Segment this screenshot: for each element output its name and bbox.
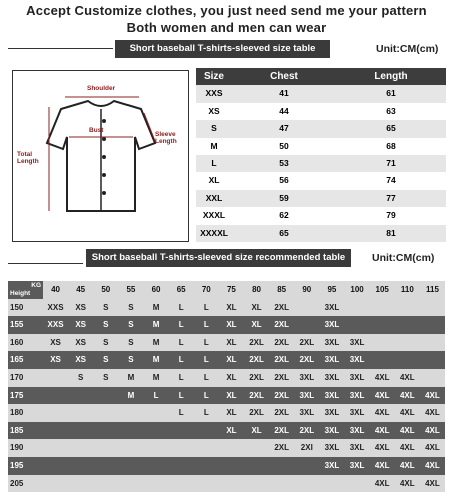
height-cell: 160 [10,337,24,347]
size-recommendation-cell [169,422,194,440]
size-recommendation-cell [144,439,169,457]
height-cell: 170 [10,372,24,382]
chest-cell: 53 [279,157,289,168]
size-recommendation-cell: 4XL [425,425,440,435]
size-recommendation-cell [345,316,370,334]
size-recommendation-cell: 2XI [300,443,313,453]
length-cell: 63 [386,105,396,116]
size-recommendation-cell: 3XL [349,443,365,453]
size-recommendation-cell [93,404,118,422]
header-line-2: Both women and men can wear [126,20,327,35]
size-cell: XXS [205,88,223,99]
size-recommendation-cell [420,334,445,352]
size-recommendation-cell: 3XL [324,425,340,435]
size-recommendation-cell [43,475,68,493]
size-recommendation-cell: 2XL [274,355,290,365]
size-cell: XS [208,105,220,116]
size-recommendation-cell: XS [50,337,61,347]
weight-header-cell: 115 [425,285,439,294]
size-recommendation-cell: XL [226,408,237,418]
size-recommendation-cell [93,475,118,493]
size-recommendation-cell [144,422,169,440]
size-recommendation-cell: XL [226,302,237,312]
size-recommendation-cell [395,351,420,369]
size-recommendation-cell: S [103,372,109,382]
size-recommendation-cell [169,439,194,457]
size-recommendation-cell: 4XL [399,443,415,453]
size-recommendation-cell: M [152,355,160,365]
rec-table-row [8,351,445,369]
length-cell: 77 [386,192,396,203]
length-cell: 71 [386,157,396,168]
size-recommendation-cell: 4XL [425,390,440,400]
size-recommendation-cell: XXS [47,320,64,330]
rec-table-row [8,457,445,475]
size-recommendation-cell: 4XL [425,478,440,488]
size-recommendation-cell: 4XL [374,460,390,470]
size-recommendation-cell: 2XL [249,390,264,400]
size-recommendation-cell: L [178,372,184,382]
size-recommendation-cell: M [127,390,135,400]
size-recommendation-cell: 3XL [324,355,340,365]
chest-cell: 65 [279,227,289,238]
size-recommendation-cell: L [203,337,209,347]
weight-header-cell: 45 [76,285,86,294]
size-recommendation-cell: 4XL [399,478,415,488]
rec-table-row [8,316,445,334]
length-cell: 61 [386,88,396,99]
button-5 [102,191,106,195]
size-recommendation-cell [420,316,445,334]
size-recommendation-cell: S [78,372,84,382]
size-recommendation-cell [345,475,370,493]
size-recommendation-cell: 3XL [349,355,365,365]
size-recommendation-cell [194,457,219,475]
size-recommendation-cell: 3XL [299,408,315,418]
height-cell: 155 [10,320,24,330]
size-recommendation-cell [269,475,294,493]
size-recommendation-cell [93,422,118,440]
size-recommendation-cell: 3XL [324,390,340,400]
length-cell: 79 [386,210,396,221]
total-length-label: Total Length [17,151,39,165]
size-recommendation-cell [395,334,420,352]
size-recommendation-cell: XL [251,320,262,330]
weight-header-cell: 100 [350,285,364,294]
chest-cell: 47 [279,123,289,134]
length-cell: 65 [386,123,396,134]
size-recommendation-cell: 3XL [349,408,365,418]
rec-table-header [8,281,445,299]
size-recommendation-cell: 3XL [324,460,340,470]
size-recommendation-cell [68,422,93,440]
size-recommendation-cell: XL [251,425,262,435]
size-table-unit: Unit:CM(cm) [376,43,439,55]
size-recommendation-cell [370,316,395,334]
size-recommendation-cell [319,475,344,493]
size-recommendation-cell: S [103,302,109,312]
size-recommendation-cell: 3XL [324,443,340,453]
size-recommendation-cell [68,387,93,405]
size-cell: XXXL [202,210,226,221]
size-recommendation-cell: XL [226,372,237,382]
size-recommendation-cell [244,439,269,457]
size-recommendation-cell: 3XL [349,460,365,470]
size-recommendation-cell [43,422,68,440]
size-recommendation-cell: S [128,320,134,330]
size-recommendation-cell: L [203,390,209,400]
bust-label: Bust [89,127,104,134]
rec-table-row [8,422,445,440]
rec-table-row [8,475,445,493]
size-recommendation-cell [269,457,294,475]
chest-cell: 62 [279,210,289,221]
size-recommendation-cell: S [128,355,134,365]
size-recommendation-cell: 4XL [425,460,440,470]
size-recommendation-cell: 2XL [274,320,290,330]
size-recommendation-cell: XL [226,337,237,347]
size-recommendation-cell: S [128,302,134,312]
size-recommendation-cell: 4XL [425,408,440,418]
size-recommendation-cell [420,351,445,369]
size-recommendation-cell [370,299,395,317]
size-table-banner: Short baseball T-shirts-sleeved size table [115,40,330,58]
size-recommendation-cell: 2XL [274,443,290,453]
size-recommendation-cell: M [127,372,135,382]
size-recommendation-cell [420,299,445,317]
size-recommendation-cell [219,439,244,457]
size-recommendation-cell: 3XL [349,390,365,400]
size-table-row [196,85,446,102]
size-table-row [196,207,446,224]
size-recommendation-cell [219,457,244,475]
size-recommendation-cell: 2XL [274,390,290,400]
size-recommendation-cell: 2XL [274,425,290,435]
size-recommendation-cell: 3XL [349,425,365,435]
size-recommendation-cell: 3XL [324,302,340,312]
size-recommendation-cell: 3XL [349,372,365,382]
size-recommendation-cell: L [178,320,184,330]
size-recommendation-cell [43,387,68,405]
weight-header-cell: 65 [176,285,186,294]
chest-cell: 44 [279,105,289,116]
size-recommendation-cell [244,475,269,493]
size-table [196,68,446,242]
size-recommendation-cell: XS [75,337,87,347]
weight-header-cell: 80 [252,285,262,294]
shirt-diagram [12,70,189,242]
size-recommendation-cell [169,457,194,475]
kg-label: KG [31,282,41,289]
size-recommendation-cell [194,439,219,457]
size-recommendation-cell: 2XL [274,337,290,347]
size-cell: L [211,157,217,168]
size-recommendation-cell: 2XL [299,425,315,435]
size-recommendation-cell: L [203,372,209,382]
size-table-row [196,120,446,137]
weight-header-cell: 95 [327,285,337,294]
size-table-header [196,68,446,85]
weight-header-cell: 110 [400,285,414,294]
size-recommendation-cell [43,404,68,422]
button-3 [102,155,106,159]
size-table-row [196,172,446,189]
size-recommendation-cell: XXS [47,302,64,312]
chest-cell: 56 [279,175,289,186]
weight-header-cell: 40 [51,285,61,294]
size-recommendation-cell: 3XL [299,390,315,400]
size-recommendation-cell: L [203,355,209,365]
size-recommendation-cell: 4XL [425,443,440,453]
size-recommendation-cell: 4XL [399,425,415,435]
rec-table-row [8,387,445,405]
size-recommendation-cell: XS [50,355,61,365]
size-cell: M [210,140,218,151]
size-recommendation-cell [118,404,143,422]
size-recommendation-cell [294,316,319,334]
size-recommendation-cell [118,475,143,493]
height-cell: 195 [10,460,24,470]
size-recommendation-cell: 4XL [374,425,390,435]
size-recommendation-cell [144,404,169,422]
size-recommendation-cell [294,475,319,493]
size-recommendation-cell: L [203,302,209,312]
size-recommendation-cell: 4XL [374,390,390,400]
size-recommendation-cell [43,439,68,457]
weight-header-cell: 50 [101,285,111,294]
size-recommendation-cell [294,457,319,475]
divider [8,263,83,264]
sleeve-length-label: Sleeve Length [155,131,177,145]
height-cell: 150 [10,302,24,312]
size-recommendation-cell: 3XL [349,337,365,347]
size-recommendation-cell: 4XL [374,372,390,382]
rec-table-row [8,369,445,387]
chest-cell: 41 [279,88,289,99]
size-recommendation-cell: 4XL [374,443,390,453]
header [8,0,445,38]
size-recommendation-cell: 4XL [399,372,415,382]
size-recommendation-cell: L [203,320,209,330]
size-recommendation-cell [93,457,118,475]
chest-cell: 59 [279,192,289,203]
size-recommendation-cell [194,422,219,440]
size-recommendation-cell [370,334,395,352]
size-recommendation-cell [68,457,93,475]
size-recommendation-cell [144,457,169,475]
size-recommendation-cell [118,457,143,475]
rec-table-row [8,334,445,352]
size-recommendation-cell [93,439,118,457]
size-recommendation-cell: L [178,408,184,418]
size-recommendation-cell [395,299,420,317]
weight-header-cell: 70 [201,285,211,294]
size-recommendation-cell: 4XL [374,408,390,418]
size-recommendation-cell: 2XL [299,355,315,365]
recommended-table [8,281,445,492]
size-recommendation-cell [169,475,194,493]
size-recommendation-cell: XL [226,390,237,400]
height-cell: 190 [10,443,24,453]
size-recommendation-cell [194,475,219,493]
rec-table-body [8,299,445,493]
size-recommendation-cell: 4XL [374,478,390,488]
col-length-header: Length [374,71,408,82]
size-recommendation-cell: XL [226,320,237,330]
size-recommendation-cell: L [178,390,184,400]
size-recommendation-cell: 3XL [324,337,340,347]
size-recommendation-cell: 3XL [324,372,340,382]
height-cell: 185 [10,425,24,435]
size-table-row [196,190,446,207]
rec-table-unit: Unit:CM(cm) [372,252,435,264]
size-recommendation-cell [118,422,143,440]
col-size-header: Size [203,71,224,82]
weight-header-cell: 55 [126,285,136,294]
height-cell: 180 [10,408,24,418]
size-table-body [196,85,446,242]
height-cell: 205 [10,478,24,488]
divider [8,48,113,49]
size-cell: S [211,123,217,134]
size-recommendation-cell [395,316,420,334]
weight-header-cell: 60 [151,285,161,294]
size-table-row [196,155,446,172]
size-recommendation-cell: 2XL [274,408,290,418]
size-recommendation-cell: 4XL [399,460,415,470]
size-recommendation-cell: 3XL [299,372,315,382]
size-recommendation-cell: 3XL [324,320,340,330]
size-recommendation-cell [345,299,370,317]
size-recommendation-cell [68,475,93,493]
size-recommendation-cell: M [152,337,160,347]
size-recommendation-cell: 4XL [399,408,415,418]
size-recommendation-cell: 2XL [299,337,315,347]
size-recommendation-cell: XL [226,355,237,365]
size-recommendation-cell: L [203,408,209,418]
weight-header-cell: 85 [277,285,287,294]
rec-table-row [8,404,445,422]
size-recommendation-cell [294,299,319,317]
weight-header-cell: 90 [302,285,312,294]
size-cell: XL [208,175,220,186]
length-cell: 68 [386,140,396,151]
size-recommendation-cell: M [152,372,160,382]
size-recommendation-cell: L [178,355,184,365]
height-cell: 175 [10,390,24,400]
size-recommendation-cell [68,404,93,422]
size-recommendation-cell: M [152,320,160,330]
size-recommendation-cell: 3XL [324,408,340,418]
size-recommendation-cell: 4XL [399,390,415,400]
size-recommendation-cell: S [103,355,109,365]
height-label: Height [10,289,31,297]
shoulder-label: Shoulder [87,85,116,92]
size-recommendation-cell: S [103,337,109,347]
col-chest-header: Chest [270,71,298,82]
size-recommendation-cell: L [178,337,184,347]
size-recommendation-cell [144,475,169,493]
size-recommendation-cell: XL [251,302,262,312]
size-recommendation-cell [43,457,68,475]
chest-cell: 50 [279,140,289,151]
size-recommendation-cell [118,439,143,457]
button-2 [102,137,106,141]
length-cell: 74 [386,175,396,186]
kg-height-corner [8,281,43,299]
size-recommendation-cell [370,351,395,369]
size-recommendation-cell [420,369,445,387]
size-recommendation-cell: 2XL [274,302,290,312]
rec-table-row [8,439,445,457]
rec-table-banner: Short baseball T-shirts-sleeved size recommended table [86,249,351,267]
size-cell: XXXXL [200,227,228,238]
size-recommendation-cell: XS [75,320,87,330]
size-recommendation-cell: XS [75,302,87,312]
size-recommendation-cell [219,475,244,493]
size-recommendation-cell: L [178,302,184,312]
size-recommendation-cell: 2XL [249,408,264,418]
size-table-row [196,225,446,242]
size-table-row [196,138,446,155]
button-4 [102,173,106,177]
weight-header-cell: 75 [226,285,236,294]
size-table-row [196,103,446,120]
length-cell: 81 [386,227,396,238]
size-recommendation-cell: M [152,302,160,312]
size-cell: XXL [205,192,223,203]
size-recommendation-cell: S [103,320,109,330]
size-recommendation-cell: XS [75,355,87,365]
size-recommendation-cell: S [128,337,134,347]
size-recommendation-cell: XL [226,425,237,435]
size-recommendation-cell: L [153,390,159,400]
size-recommendation-cell: 2XL [249,337,264,347]
size-recommendation-cell: 2XL [274,372,290,382]
button-1 [102,119,106,123]
size-recommendation-cell [68,439,93,457]
rec-table-row [8,299,445,317]
size-recommendation-cell: 2XL [249,372,264,382]
header-line-1: Accept Customize clothes, you just need send me your pattern [26,3,427,18]
size-recommendation-cell: 2XL [249,355,264,365]
size-recommendation-cell [93,387,118,405]
height-cell: 165 [10,355,24,365]
weight-header-cell: 105 [375,285,389,294]
size-recommendation-cell [244,457,269,475]
size-recommendation-cell [43,369,68,387]
